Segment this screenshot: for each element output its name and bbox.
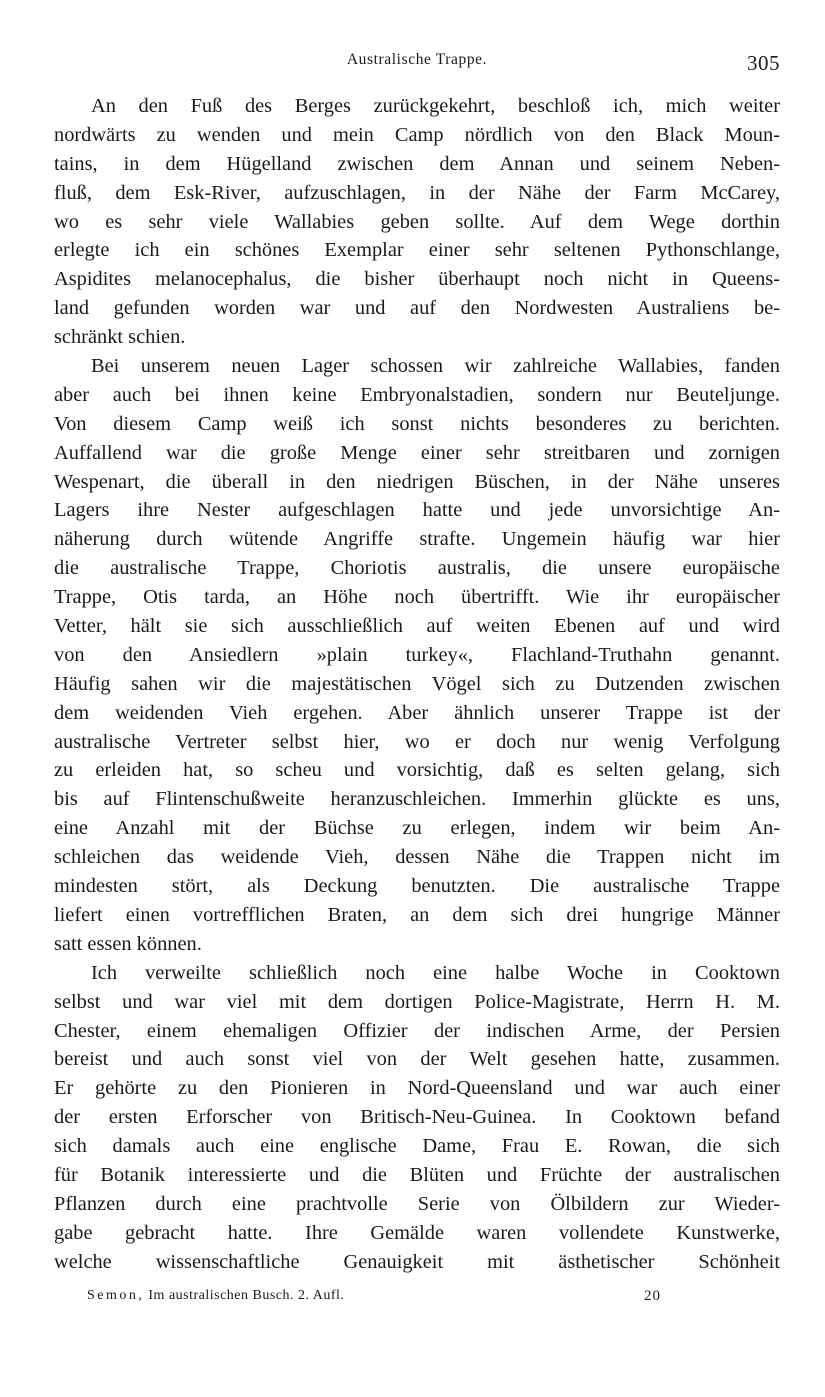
body-text [54,92,780,1277]
book-page [54,0,780,1397]
paragraph [54,959,780,1277]
text-line: welche wissenschaftliche Genauigkeit mit ästhetischer Schönheit [54,1250,780,1273]
text-line: Chester, einem ehemaligen Offizier der indischen Arme, der Persien [54,1019,780,1042]
text-line: gabe gebracht hatte. Ihre Gemälde waren vollendete Kunstwerke, [54,1221,780,1244]
running-head [54,49,780,79]
text-line: der ersten Erforscher von Britisch-Neu-Guinea. In Cooktown befand [54,1106,780,1129]
text-line: land gefunden worden war und auf den Nordwesten Australiens be- [54,297,780,320]
text-line: australische Vertreter selbst hier, wo er doch nur wenig Verfolgung [54,730,780,753]
text-line: Wespenart, die überall in den niedrigen Büschen, in der Nähe unseres [54,470,780,493]
text-line: sich damals auch eine englische Dame, Frau E. Rowan, die sich [54,1135,780,1158]
paragraph [54,352,780,959]
text-line: tains, in dem Hügelland zwischen dem Annan und seinem Neben- [54,152,780,175]
text-line: bis auf Flintenschußweite heranzuschleichen. Immerhin glückte es uns, [54,788,780,811]
text-line: von den Ansiedlern »plain turkey«, Flachland-Truthahn genannt. [54,643,780,666]
text-line: Auffallend war die große Menge einer sehr streitbaren und zornigen [54,441,780,464]
text-line: für Botanik interessierte und die Blüten und Früchte der australischen [54,1163,780,1186]
text-line: zu erleiden hat, so scheu und vorsichtig, daß es selten gelang, sich [54,759,780,782]
text-line: bereist und auch sonst viel von der Welt gesehen hatte, zusammen. [54,1048,780,1071]
text-line: erlegte ich ein schönes Exemplar einer sehr seltenen Pythonschlange, [54,239,780,262]
text-line: Lagers ihre Nester aufgeschlagen hatte und jede unvorsichtige An- [54,499,780,522]
text-line: fluß, dem Esk-River, aufzuschlagen, in der Nähe der Farm McCarey, [54,181,780,204]
text-line: Vetter, hält sie sich ausschließlich auf weiten Ebenen auf und wird [54,615,780,638]
footer-author: Semon, [87,1288,145,1303]
signature-mark: 20 [644,1288,661,1304]
text-line: Von diesem Camp weiß ich sonst nichts besonderes zu berichten. [54,412,780,435]
text-line: wo es sehr viele Wallabies geben sollte. Auf dem Wege dorthin [54,210,780,233]
text-line: Pflanzen durch eine prachtvolle Serie von Ölbildern zur Wieder- [54,1192,780,1215]
text-line: näherung durch wütende Angriffe strafte. Ungemein häufig war hier [54,528,780,551]
footer [54,1288,780,1312]
text-line: satt essen können. [54,932,202,955]
text-line: Er gehörte zu den Pionieren in Nord-Queensland und war auch einer [54,1077,780,1100]
text-line: dem weidenden Vieh ergehen. Aber ähnlich unserer Trappe ist der [54,701,780,724]
text-line: schleichen das weidende Vieh, dessen Nähe die Trappen nicht im [54,846,780,869]
text-line: schränkt schien. [54,326,186,349]
paragraph [54,92,780,352]
text-line: aber auch bei ihnen keine Embryonalstadien, sondern nur Beuteljunge. [54,383,780,406]
text-line: eine Anzahl mit der Büchse zu erlegen, indem wir beim An- [54,817,780,840]
text-line: selbst und war viel mit dem dortigen Police-Magistrate, Herrn H. M. [54,990,780,1013]
footer-text [87,1288,344,1304]
text-line: Bei unserem neuen Lager schossen wir zahlreiche Wallabies, fanden [91,355,780,378]
footer-book-title: Im australischen Busch. 2. Aufl. [148,1288,345,1303]
text-line: Trappe, Otis tarda, an Höhe noch übertrifft. Wie ihr europäischer [54,586,780,609]
text-line: Ich verweilte schließlich noch eine halbe Woche in Cooktown [91,961,780,984]
text-line: die australische Trappe, Choriotis australis, die unsere europäische [54,557,780,580]
text-line: mindesten stört, als Deckung benutzten. Die australische Trappe [54,875,780,898]
text-line: liefert einen vortrefflichen Braten, an dem sich drei hungrige Männer [54,903,780,926]
running-title: Australische Trappe. [346,51,488,68]
text-line: Häufig sahen wir die majestätischen Vögel sich zu Dutzenden zwischen [54,672,780,695]
text-line: An den Fuß des Berges zurückgekehrt, beschloß ich, mich weiter [91,95,780,117]
page-number: 305 [747,51,780,75]
text-line: nordwärts zu wenden und mein Camp nördlich von den Black Moun- [54,123,780,146]
text-line: Aspidites melanocephalus, die bisher überhaupt noch nicht in Queens- [54,268,780,291]
